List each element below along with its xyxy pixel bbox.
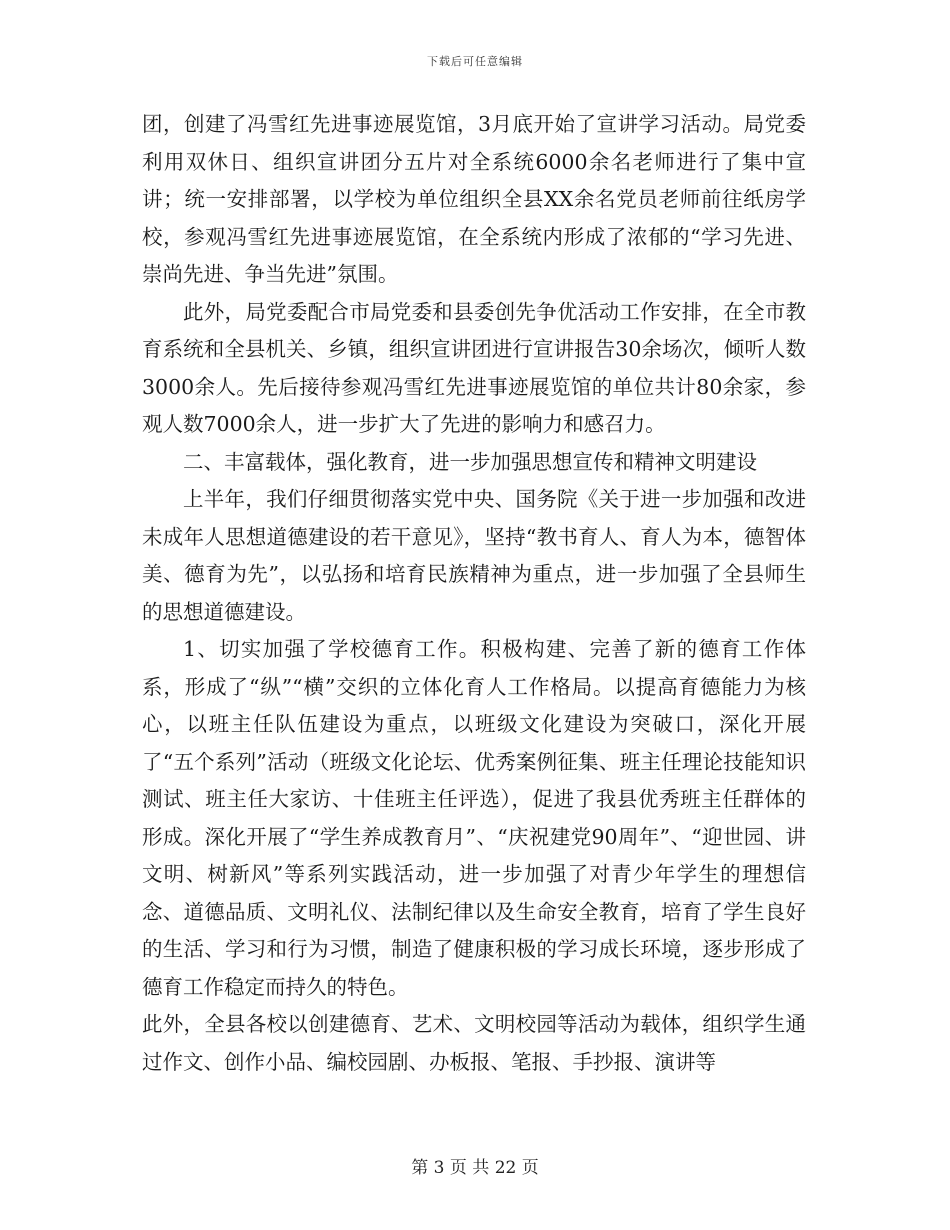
paragraph-5: 此外，全县各校以创建德育、艺术、文明校园等活动为载体，组织学生通过作文、创作小品、编校园剧、办板报、笔报、手抄报、演讲等 bbox=[142, 1012, 806, 1074]
section-heading: 二、丰富载体，强化教育，进一步加强思想宣传和精神文明建设 bbox=[183, 449, 757, 474]
page-footer: 第 3 页 共 22 页 bbox=[411, 1158, 539, 1178]
page-header-note: 下载后可任意编辑 bbox=[427, 55, 523, 68]
paragraph-1: 团，创建了冯雪红先进事迹展览馆，3月底开始了宣讲学习活动。局党委利用双休日、组织宣讲团分五片对全系统6000余名老师进行了集中宣讲；统一安排部署，以学校为单位组织全县XX余名党员老师前往纸房学校，参观冯雪红先进事迹展览馆，在全系统内形成了浓郁的“学习先进、崇尚先进、争当先进”氛围。 bbox=[142, 112, 806, 286]
paragraph-4: 1、切实加强了学校德育工作。积极构建、完善了新的德育工作体系，形成了“纵”“横”交织的立体化育人工作格局。以提高育德能力为核心，以班主任队伍建设为重点，以班级文化建设为突破口，深化开展了“五个系列”活动（班级文化论坛、优秀案例征集、班主任理论技能知识测试、班主任大家访、十佳班主任评选），促进了我县优秀班主任群体的形成。深化开展了“学生养成教育月”、“庆祝建党90周年”、“迎世园、讲文明、树新风”等系列实践活动，进一步加强了对青少年学生的理想信念、道德品质、文明礼仪、法制纪律以及生命安全教育，培育了学生良好的生活、学习和行为习惯，制造了健康积极的学习成长环境，逐步形成了德育工作稳定而持久的特色。 bbox=[142, 637, 806, 999]
paragraph-3: 上半年，我们仔细贯彻落实党中央、国务院《关于进一步加强和改进未成年人思想道德建设的若干意见》，坚持“教书育人、育人为本，德智体美、德育为先”，以弘扬和培育民族精神为重点，进一步加强了全县师生的思想道德建设。 bbox=[142, 487, 806, 624]
document-body bbox=[142, 106, 806, 1081]
paragraph-2: 此外，局党委配合市局党委和县委创先争优活动工作安排，在全市教育系统和全县机关、乡镇，组织宣讲团进行宣讲报告30余场次，倾听人数3000余人。先后接待参观冯雪红先进事迹展览馆的单位共计80余家，参观人数7000余人，进一步扩大了先进的影响力和感召力。 bbox=[142, 299, 806, 436]
